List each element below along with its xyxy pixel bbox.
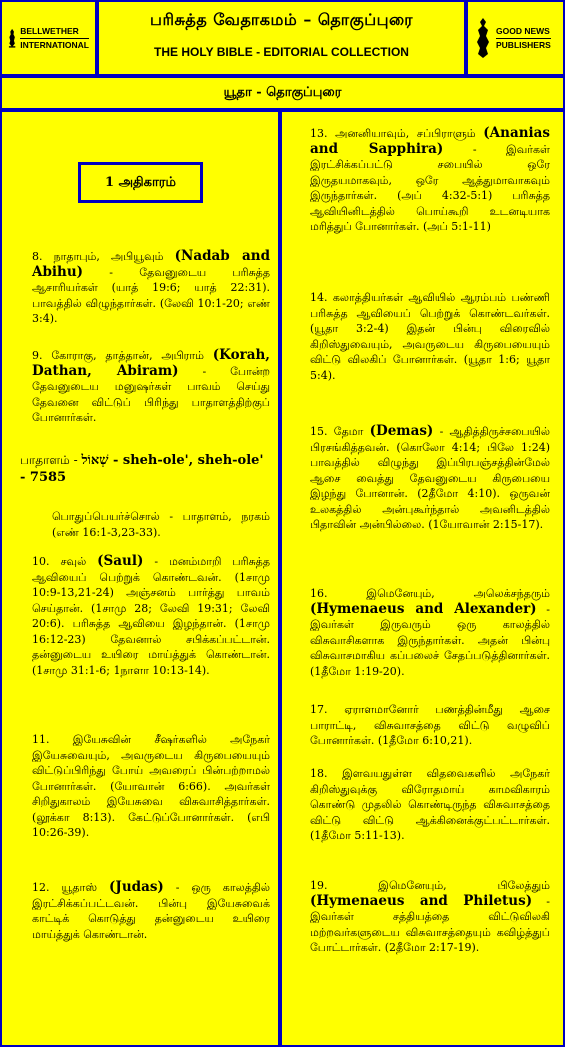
entry-number: 11. [32,733,50,746]
entry-text: - ஆதித்திருச்சபையில் பிரசங்கித்தவன். (கொலோ 4:14; பிலே 1:24) பாவத்தில் விழுந்து இப்பிரபஞ்சத்தின்மேல் ஆசை வைத்து தேவனுடைய கிருபையை இழந்து போனான். (2தீமோ 4:10). ஒருவன் உலகத்தில் அன்புகூர்ந்தால் அவனிடத்தில் பிதாவின் அன்பில்லை. (1யோவான் 2:15-17). [310,425,551,531]
entry-18 [310,766,550,844]
entry-english-name: (Hymenaeus and Alexander) [310,600,537,617]
entry-number: 15. [310,425,328,438]
entry-tamil-name: யூதாஸ் [61,881,98,894]
entry-text: - ஒரு காலத்தில் இரட்சிக்கப்பட்டவன். பின்பு இயேசுவைக் காட்டிக் கொடுத்து தன்னுடைய உயிரை மாய்த்துக் கொண்டான். [32,881,271,941]
entry-english-name: (Demas) [369,423,434,439]
definition-block [20,452,270,486]
definition-transliteration: - sheh-ole', sheh-ole' - 7585 [20,453,264,485]
book-title: யூதா - தொகுப்புரை [2,78,563,108]
entry-english-name: (Judas) [109,879,164,895]
right-column [282,112,563,1045]
entry-text: - தேவனுடைய பரிசுத்த ஆசாரியர்கள் (யாத் 19:6; யாத் 22:31). பாவத்தில் விழுந்தார்கள். (லேவி 10:1-20; எண் 3:4). [32,265,270,325]
right-logo-line1: GOOD NEWS [496,25,550,36]
entry-english-name: (Hymenaeus and Philetus) [310,892,533,909]
definition-hebrew: שְׁאוֹל [81,453,109,468]
entry-text: இளவயதுள்ள விதவைகளில் அநேகர் கிறிஸ்துவுக்கு விரோதமாய் காமவிகாரம் கொண்டு முதலில் கொண்டிருந்த விசுவாசத்தை விட்டு விட்டு ஆக்கினைக்குட்பட்டார்கள். (1தீமோ 5:11-13). [310,767,550,842]
entry-number: 10. [32,555,50,568]
entry-english-name: (Ananias and Sapphira) [310,125,551,157]
bellwether-logo-icon [8,16,16,60]
entry-text: - இவர்கள் இரட்சிக்கப்பட்டு சபையில் ஒரே இருதயமாகவும், ஒரே ஆத்துமாவாகவும் இருந்தார்கள். (அப் 4:32-5:1) பரிசுத்த ஆவியினிடத்தில் பொய்கூறி உடனடியாக மரித்துப் போனார்கள். (அப் 5:1-11) [310,142,550,233]
chapter-label: 1 அதிகாரம் [78,162,203,203]
left-logo-text [20,25,89,52]
entry-15 [310,424,550,533]
entry-tamil-name: சவுல் [60,555,87,568]
entry-text: - இவர்கள் இருவரும் ஒரு காலத்தில் விசுவாசிகளாக இருந்தார்கள். அதன் பின்பு விசுவாசமாகிய கப்பலைச் சேதப்படுத்தினார்கள். (1தீமோ 1:19-20). [310,602,550,678]
title-box [99,2,464,74]
definition-meaning: பொதுப்பெயர்ச்சொல் - பாதாளம், நரகம் (எண் 16:1-3,23-33). [52,510,270,539]
entry-english-name: (Korah, Dathan, Abiram) [32,347,271,379]
definition-word: பாதாளம் - [20,453,82,467]
entry-number: 9. [32,349,43,362]
entry-13 [310,126,550,235]
entry-19 [310,878,550,956]
entry-text: இயேசுவின் சீஷர்களில் அநேகர் இயேசுவையும், அவருடைய கிருபையையும் விட்டுப்பிரிந்து போய் அவரைப் பின்பற்றாமல் போனார்கள். (யோவான் 6:66). அவர்கள் சிறிதுகாலம் இயேசுவை விசுவாசித்தார்கள். (லூக்கா 8:13). கேட்டுப்போனார்கள். (எபி 10:26-39). [32,733,270,839]
entry-text: - போன்ற தேவனுடைய மனுஷர்கள் பாவம் செய்து தேவனை விட்டுப் பிரிந்து பாதாளத்திற்குப் போனார்கள். [32,364,271,424]
entry-tamil-name: அனனியாவும், சப்பிராளும் [335,127,476,140]
title-tamil: பரிசுத்த வேதாகமம் – தொகுப்புரை [150,10,413,29]
entry-text: - இவர்கள் சத்தியத்தை விட்டுவிலகி மற்றவர்களுடைய விசுவாசத்தையும் கவிழ்த்துப் போட்டார்கள். (2தீமோ 2:17-19). [310,894,550,954]
entry-10 [32,554,270,678]
entry-number: 12. [32,881,50,894]
left-logo [2,2,95,74]
entry-text: ஏராளமானோர் பணத்தின்மீது ஆசை பாராட்டி, விசுவாசத்தை விட்டு வழுவிப் போனார்கள். (1தீமோ 6:10,21). [310,703,550,747]
entry-number: 17. [310,703,328,716]
entry-14 [310,290,550,383]
entry-english-name: (Saul) [97,553,144,569]
entry-text: - மனம்மாறி பரிசுத்த ஆவியைப் பெற்றுக் கொண்டவன். (1சாமு 10:9-13,21-24) அஞ்சனம் பார்த்து பாவம் செய்தான். (1சாமு 28; லேவி 19:31; லேவி 20:6). பரிசுத்த ஆவியை இழந்தான். (1சாமு 16:12-23) தேவனால் சபிக்கப்பட்டான். தன்னுடைய உயிரை மாய்த்துக் கொண்டான். (1சாமு 31:1-6; 1நாளா 10:13-14). [32,555,270,677]
right-logo-line2: PUBLISHERS [496,39,551,50]
entry-17 [310,702,550,749]
entry-11 [32,732,270,841]
good-news-logo-icon [474,16,492,60]
left-logo-line1: BELLWETHER [20,25,79,36]
entry-tamil-name: தேமா [333,425,364,438]
entry-number: 16. [310,587,328,600]
entry-tamil-name: இமெனேயும், பிலேத்தும் [378,879,550,892]
entry-tamil-name: கோராகு, தாத்தான், அபிராம் [51,349,204,362]
entry-text: கலாத்தியர்கள் ஆவியில் ஆரம்பம் பண்ணி பரிசுத்த ஆவியைப் பெற்றுக் கொண்டவர்கள். (யூதா 3:2-4) இதன் பின்பு விரைவில் கிறிஸ்துவையும், அவருடைய கிருபையையும் விட்டு விலகிப் போனார்கள். (யூதா 1:6; யூதா 5:4). [310,291,550,382]
right-logo-text [496,25,551,52]
entry-tamil-name: நாதாபும், அபியூவும் [53,250,164,263]
entry-9 [32,348,270,426]
left-logo-line2: INTERNATIONAL [20,39,89,50]
right-logo [468,2,563,74]
left-column [2,112,278,1045]
entry-8 [32,249,270,327]
entry-12 [32,880,270,942]
entry-number: 18. [310,767,328,780]
entry-number: 14. [310,291,328,304]
entry-tamil-name: இமெனேயும், அலெக்சந்தரும் [366,587,550,600]
entry-number: 8. [32,250,43,263]
title-english: THE HOLY BIBLE - EDITORIAL COLLECTION [154,45,409,59]
entry-16 [310,586,550,679]
entry-english-name: (Nadab and Abihu) [32,248,271,280]
entry-number: 19. [310,879,328,892]
entry-number: 13. [310,127,328,140]
